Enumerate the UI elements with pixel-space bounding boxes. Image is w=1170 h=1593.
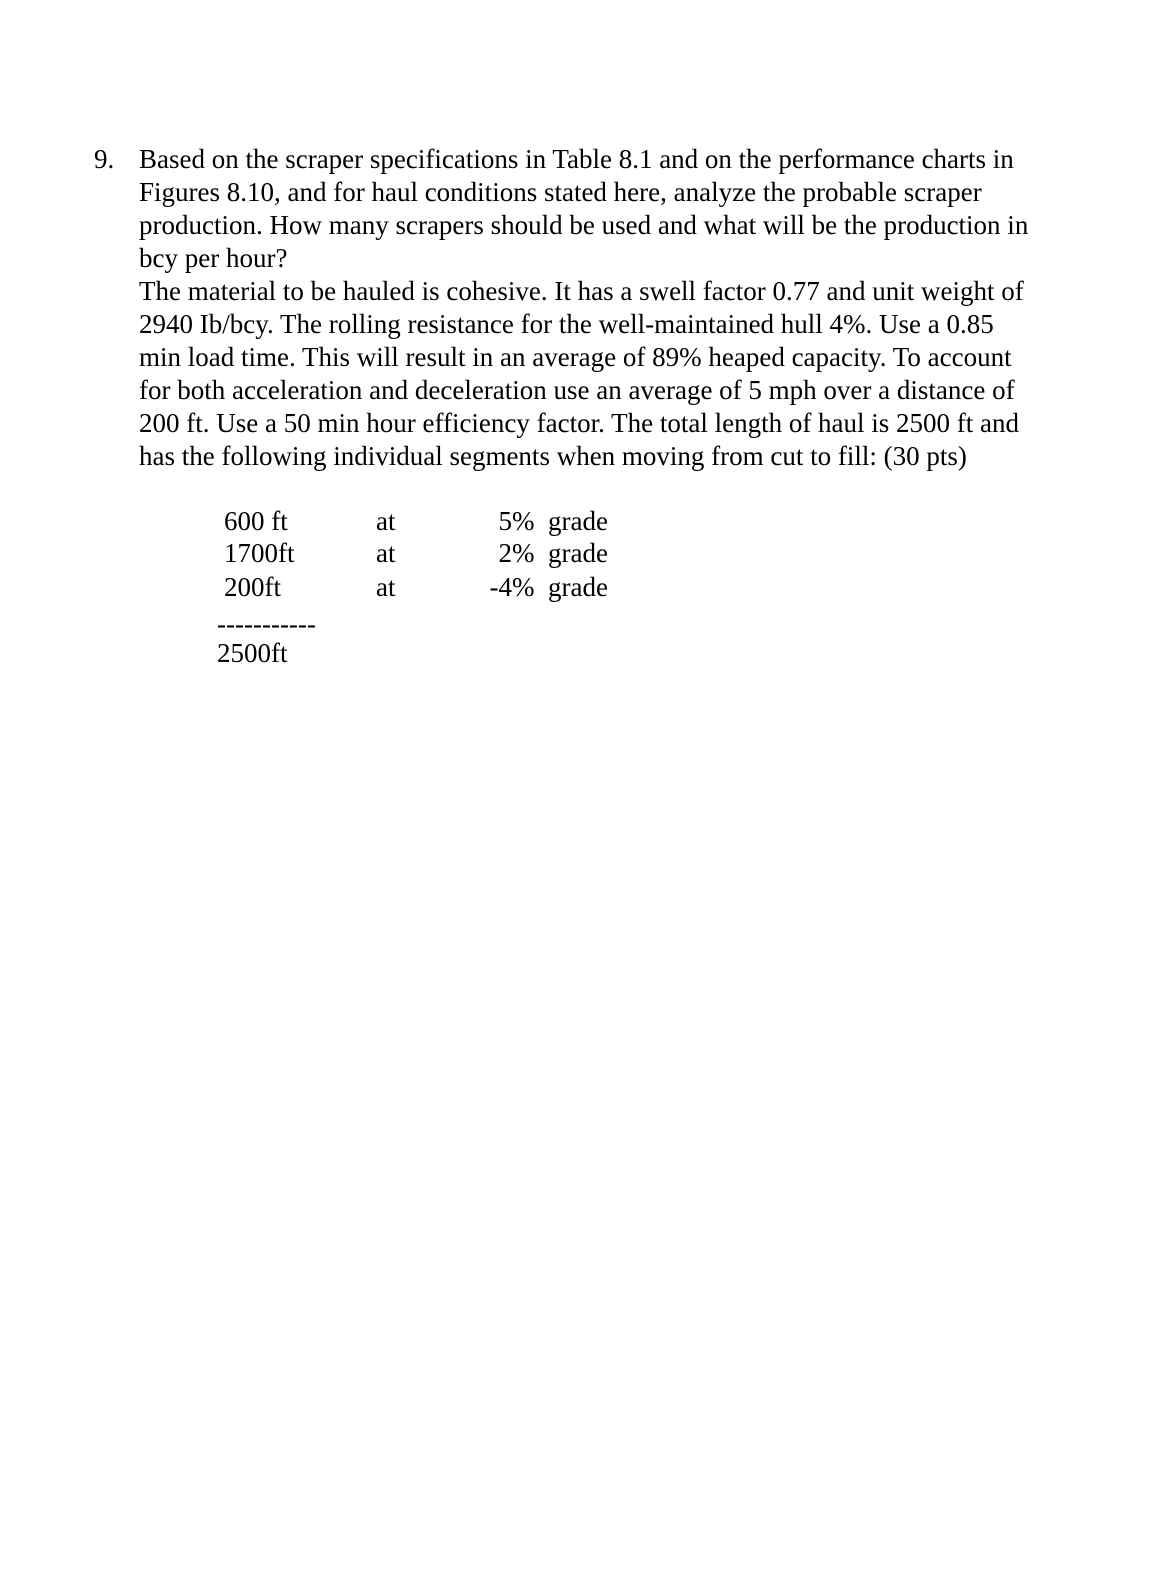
segment-length: 1700ft [224, 538, 295, 568]
segment-at: at [376, 572, 396, 602]
problem-statement [139, 143, 1099, 473]
total-length: 2500ft [217, 638, 288, 668]
problem-line: for both acceleration and deceleration use an average of 5 mph over a distance of [139, 375, 1015, 405]
problem-line: has the following individual segments when moving from cut to fill: (30 pts) [139, 441, 967, 471]
problem-number: 9. [94, 144, 115, 174]
problem-line: bcy per hour? [139, 243, 288, 273]
problem-line: 200 ft. Use a 50 min hour efficiency factor. The total length of haul is 2500 ft and [139, 408, 1020, 438]
segment-grade: 5% grade [498, 506, 608, 536]
segment-length: 600 ft [224, 506, 288, 536]
segment-at: at [376, 538, 396, 568]
segment-at: at [376, 506, 396, 536]
problem-line: production. How many scrapers should be used and what will be the production in [139, 210, 1029, 240]
problem-line: Based on the scraper specifications in Table 8.1 and on the performance charts in [139, 144, 1014, 174]
segment-grade: 2% grade [498, 538, 608, 568]
problem-line: Figures 8.10, and for haul conditions stated here, analyze the probable scraper [139, 177, 982, 207]
problem-line: The material to be hauled is cohesive. It has a swell factor 0.77 and unit weight of [139, 276, 1024, 306]
segment-grade: -4% grade [489, 572, 608, 602]
sum-divider: ----------- [217, 609, 316, 639]
problem-line: 2940 Ib/bcy. The rolling resistance for the well-maintained hull 4%. Use a 0.85 [139, 309, 994, 339]
segment-length: 200ft [224, 572, 281, 602]
problem-line: min load time. This will result in an average of 89% heaped capacity. To account [139, 342, 1012, 372]
